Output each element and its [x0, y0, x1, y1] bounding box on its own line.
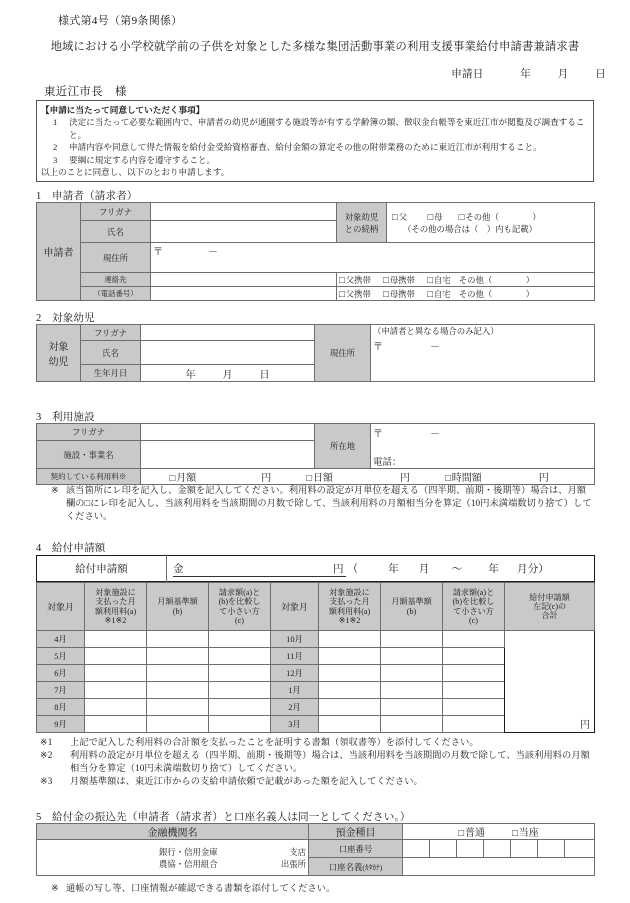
col-header-total	[505, 583, 595, 631]
monthly-breakdown-table	[36, 582, 595, 733]
applicant-address-label: 現住所	[81, 243, 151, 273]
period-year-1: 年	[388, 564, 399, 575]
section-1-heading	[36, 188, 138, 203]
table-row	[37, 273, 595, 287]
account-holder-label-text: 口座名義	[328, 862, 363, 872]
account-digit-cell[interactable]	[430, 840, 457, 858]
col-header-base-amount-left	[147, 583, 209, 631]
month-label-right: 12月	[271, 665, 319, 682]
bank-account-table	[36, 823, 595, 876]
cell-paid-fee[interactable]	[319, 716, 381, 733]
birth-month-unit: 月	[222, 369, 233, 381]
table-row	[37, 243, 595, 273]
section-2-heading	[36, 310, 95, 325]
cell-paid-fee[interactable]	[319, 631, 381, 648]
section-4-notes	[40, 736, 596, 788]
account-digit-cell[interactable]	[457, 840, 484, 858]
note-marker: ※	[51, 883, 59, 893]
form-number: 様式第4号（第9条関係）	[58, 15, 183, 27]
cell-smaller[interactable]	[443, 648, 505, 665]
list-item	[53, 154, 589, 166]
phone-checkbox-mother-mobile[interactable]: □ 母携帯	[383, 274, 415, 286]
account-number-label: 口座番号	[309, 840, 403, 858]
grant-period	[348, 561, 550, 576]
facility-tel-label: 電話：	[373, 458, 402, 468]
phone-checkbox-home[interactable]: □ 自宅	[427, 288, 451, 300]
hdr-line: 月額基準額	[391, 597, 432, 607]
cell-smaller[interactable]	[443, 682, 505, 699]
hdr-line: 対象施設に	[329, 588, 370, 598]
period-year-2: 年	[488, 564, 500, 575]
table-row	[37, 631, 595, 648]
deposit-checkbox-ordinary[interactable]: □ 普通	[458, 824, 485, 839]
period-month-1: 月	[418, 564, 430, 575]
grant-amount-unit: 円	[333, 561, 346, 577]
hdr-line: 月額基準額	[157, 597, 198, 607]
child-row-label-line2: 幼児	[48, 357, 69, 368]
section-3-heading	[36, 409, 95, 424]
relation-label-line1: 対象幼児	[344, 212, 379, 222]
note-row	[40, 749, 596, 775]
phone-other-field[interactable]: その他（ ）	[458, 289, 535, 299]
relation-note: （その他の場合は（ ）内も記載）	[403, 224, 537, 234]
cell-paid-fee[interactable]	[319, 648, 381, 665]
child-address-label: 現住所	[315, 325, 371, 382]
application-date-day: 日	[595, 69, 606, 80]
month-label-left: 9月	[37, 716, 85, 733]
section-1-number: 1	[36, 191, 42, 202]
cell-smaller[interactable]	[443, 665, 505, 682]
cell-paid-fee[interactable]	[85, 699, 147, 716]
section-4-heading	[36, 540, 106, 555]
consent-title: 【申請に当たって同意していただく事項】	[41, 105, 205, 115]
table-row	[37, 325, 595, 341]
document-title: 地域における小学校就学前の子供を対象とした多様な集団活動事業の利用支援事業給付申請書兼請求書	[50, 41, 580, 53]
child-furigana-label: フリガナ	[81, 325, 141, 341]
application-date-label: 申請日	[451, 69, 484, 80]
period-month-end: 月分）	[517, 564, 550, 575]
cell-smaller[interactable]	[209, 665, 271, 682]
cell-base-amount[interactable]	[381, 716, 443, 733]
child-address-input[interactable]	[371, 325, 595, 382]
note-marker: ※	[51, 485, 59, 495]
postal-mark-icon: 〒	[373, 429, 383, 440]
hdr-line: 支払った月	[95, 597, 136, 607]
relation-label	[337, 203, 387, 243]
month-label-left: 5月	[37, 648, 85, 665]
branch-line1: 支店	[289, 847, 306, 857]
hdr-line: て小さい方	[453, 606, 494, 616]
hdr-line: (c)	[235, 615, 244, 625]
applicant-phone-input-2[interactable]	[151, 287, 337, 301]
branch-line2: 出張所	[280, 859, 306, 869]
account-holder-input[interactable]	[403, 858, 595, 876]
note-row	[44, 882, 594, 895]
cell-base-amount[interactable]	[381, 631, 443, 648]
cell-paid-fee[interactable]	[85, 682, 147, 699]
table-row	[37, 840, 595, 858]
relation-checkbox-row	[389, 211, 592, 223]
addressee-honorific: 様	[115, 86, 127, 98]
section-5-number: 5	[36, 812, 42, 823]
section-4-number: 4	[36, 543, 42, 554]
facility-location-label: 所在地	[315, 424, 371, 469]
cell-smaller[interactable]	[443, 716, 505, 733]
table-row	[37, 824, 595, 840]
bank-name-input[interactable]	[37, 840, 309, 876]
addressee-name: 東近江市長	[44, 86, 103, 98]
list-item	[53, 116, 589, 141]
postal-mark-icon: 〒	[373, 342, 383, 353]
hdr-line: て小さい方	[219, 606, 260, 616]
cell-base-amount[interactable]	[381, 682, 443, 699]
target-child-table	[36, 324, 595, 382]
period-tilde: ～	[451, 564, 463, 575]
cell-paid-fee[interactable]	[85, 631, 147, 648]
postal-dash: －	[208, 247, 218, 258]
note-text: 通帳の写し等、口座情報が確認できる書類を添付してください。	[66, 883, 336, 893]
cell-smaller[interactable]	[209, 716, 271, 733]
note-marker: ※3	[40, 776, 53, 787]
month-label-left: 7月	[37, 682, 85, 699]
postal-dash: －	[430, 342, 440, 353]
hdr-line: 支払った月	[329, 597, 370, 607]
note-text: 月額基準額は、東近江市からの支給申請依頼で記載があった額を記入してください。	[70, 776, 423, 787]
grant-amount-table	[36, 555, 595, 582]
consent-item-number: 2	[53, 142, 58, 153]
cell-base-amount[interactable]	[147, 699, 209, 716]
hdr-line: (b)を比較し	[452, 597, 495, 607]
hdr-line: 左記(c)の	[532, 601, 567, 611]
account-holder-label	[309, 858, 403, 876]
col-header-target-month-left: 対象月	[37, 583, 85, 631]
facility-furigana-label: フリガナ	[37, 424, 141, 441]
cell-base-amount[interactable]	[147, 631, 209, 648]
table-row	[37, 203, 595, 221]
account-digit-cell[interactable]	[403, 840, 430, 858]
addressee-line	[44, 83, 127, 99]
birth-day-unit: 日	[259, 369, 270, 381]
grant-amount-label: 給付申請額	[37, 556, 167, 582]
bank-type-row-1	[39, 846, 306, 858]
section-3-note	[44, 484, 594, 523]
bank-type-line2: 農協・信用組合	[159, 859, 218, 869]
phone-checkbox-father-mobile[interactable]: □ 父携帯	[339, 274, 371, 286]
application-date-month: 月	[557, 69, 569, 80]
section-5-heading	[36, 809, 411, 824]
month-label-left: 8月	[37, 699, 85, 716]
applicant-row-label: 申請者	[37, 203, 81, 301]
section-2-title: 対象幼児	[52, 313, 95, 324]
consent-box	[36, 100, 594, 182]
cell-base-amount[interactable]	[147, 665, 209, 682]
child-furigana-input[interactable]	[141, 325, 315, 341]
note-marker: ※1	[40, 737, 53, 747]
grant-amount-line	[169, 561, 596, 577]
child-row-label-line1: 対象	[48, 342, 69, 353]
cell-smaller[interactable]	[443, 631, 505, 648]
cell-paid-fee[interactable]	[85, 716, 147, 733]
relation-checkbox-mother[interactable]: □ 母	[427, 211, 442, 223]
note-row	[40, 736, 596, 749]
phone-checkbox-father-mobile[interactable]: □ 父携帯	[339, 288, 371, 300]
note-text: 上記で記入した利用料の合計額を支払ったことを証明する書類（領収書等）を添付してください。	[70, 737, 479, 747]
applicant-contact-label: 連絡先	[81, 273, 151, 287]
hdr-line: 額利用料(a)	[328, 606, 371, 616]
hdr-line: 合計	[541, 611, 558, 621]
hdr-line: ※1※2	[338, 615, 361, 625]
hdr-line: (b)を比較し	[218, 597, 261, 607]
col-header-target-month-right: 対象月	[271, 583, 319, 631]
fee-unit-daily: 円	[400, 473, 410, 484]
grant-amount-value-cell[interactable]	[167, 556, 595, 582]
applicant-name-label: 氏名	[81, 221, 151, 243]
applicant-name-input[interactable]	[151, 221, 337, 243]
cell-paid-fee[interactable]	[319, 699, 381, 716]
facility-name-input[interactable]	[141, 441, 315, 469]
consent-item-text: 要綱に規定する内容を遵守すること。	[69, 154, 216, 165]
note-row	[44, 484, 594, 523]
fee-checkbox-monthly[interactable]: □ 月額	[170, 469, 197, 484]
section-2-number: 2	[36, 313, 42, 324]
fee-unit-monthly: 円	[261, 473, 272, 484]
col-header-smaller-right	[443, 583, 505, 631]
account-digit-cell[interactable]	[484, 840, 511, 858]
bank-name-label: 金融機関名	[37, 824, 309, 840]
phone-checkbox-mother-mobile[interactable]: □ 母携帯	[383, 288, 415, 300]
phone-type-row-2	[337, 287, 595, 301]
bank-type-row-2	[39, 858, 306, 870]
month-label-right: 3月	[271, 716, 319, 733]
cell-base-amount[interactable]	[147, 648, 209, 665]
col-header-paid-fee-right	[319, 583, 381, 631]
applicant-phone-input-1[interactable]	[151, 273, 337, 287]
cell-smaller[interactable]	[209, 631, 271, 648]
applicant-contact-sub-label: （電話番号）	[81, 287, 151, 301]
bank-type-line1: 銀行・信用金庫	[159, 847, 218, 857]
consent-item-text: 申請内容や同意して得た情報を給付金受給資格審査、給付金額の算定その他の附帯業務のために東近江市が利用すること。	[69, 142, 542, 153]
col-header-paid-fee-left	[85, 583, 147, 631]
month-label-left: 4月	[37, 631, 85, 648]
hdr-line: (b)	[172, 606, 183, 616]
table-row	[37, 556, 595, 582]
facility-table	[36, 423, 595, 485]
consent-item-text: 決定に当たって必要な範囲内で、申請者の幼児が通園する施設等が有する学齢簿の類、徴収金台帳等を東近江市が閲覧及び調査すること。	[69, 117, 585, 140]
child-name-input[interactable]	[141, 341, 315, 365]
month-label-right: 2月	[271, 699, 319, 716]
cell-smaller[interactable]	[209, 699, 271, 716]
cell-smaller[interactable]	[443, 699, 505, 716]
hdr-line: 対象施設に	[95, 588, 136, 598]
cell-paid-fee[interactable]	[319, 682, 381, 699]
hdr-line: 請求額(a)と	[452, 588, 495, 598]
table-row	[37, 424, 595, 441]
hdr-line: ※1※2	[104, 615, 127, 625]
applicant-furigana-input[interactable]	[151, 203, 337, 221]
child-address-note: （申請者と異なる場合のみ記入）	[373, 327, 499, 336]
table-row	[37, 469, 595, 485]
applicant-furigana-label: フリガナ	[81, 203, 151, 221]
relation-options-cell	[387, 203, 595, 243]
facility-location-input[interactable]	[371, 424, 595, 469]
total-unit: 円	[580, 720, 590, 731]
cell-grant-total[interactable]	[505, 631, 595, 733]
facility-postal-row	[373, 425, 592, 440]
hdr-line: 額利用料(a)	[94, 606, 137, 616]
fee-checkbox-daily[interactable]: □ 日額	[306, 469, 333, 484]
account-digit-cell[interactable]	[511, 840, 538, 858]
account-holder-kana: (ｶﾀｶﾅ)	[362, 862, 383, 872]
fee-unit-hourly: 円	[538, 473, 549, 484]
cell-paid-fee[interactable]	[319, 665, 381, 682]
cell-base-amount[interactable]	[381, 648, 443, 665]
relation-label-line2: との続柄	[344, 224, 379, 234]
table-row	[37, 287, 595, 301]
table-row	[37, 583, 595, 631]
application-date-year: 年	[520, 69, 531, 80]
child-row-label	[37, 325, 81, 382]
child-birth-label: 生年月日	[81, 365, 141, 382]
list-item	[53, 141, 589, 153]
hdr-line: (c)	[469, 615, 478, 625]
note-text: 利用料の設定が月単位を超える（四半期、前期・後期等）場合は、当該利用料を当該期間の月数で除して、当該利用料の月額相当分を算定（10円未満端数切り捨て）してください。	[70, 750, 590, 774]
relation-checkbox-other[interactable]: □ その他（ ）	[459, 211, 541, 223]
applicant-table	[36, 202, 595, 301]
deposit-checkbox-current[interactable]: □ 当座	[512, 824, 539, 839]
note-marker: ※2	[40, 750, 53, 761]
cell-paid-fee[interactable]	[85, 665, 147, 682]
col-header-base-amount-right	[381, 583, 443, 631]
facility-furigana-input[interactable]	[141, 424, 315, 441]
phone-checkbox-home[interactable]: □ 自宅	[427, 274, 451, 286]
deposit-type-options	[403, 824, 595, 840]
cell-base-amount[interactable]	[147, 716, 209, 733]
child-name-label: 氏名	[81, 341, 141, 365]
cell-paid-fee[interactable]	[85, 648, 147, 665]
account-digit-cell[interactable]	[565, 840, 595, 858]
hdr-line: (b)	[406, 606, 417, 616]
period-open-paren: （	[347, 564, 359, 575]
phone-type-row-1	[337, 273, 595, 287]
fee-checkbox-hourly[interactable]: □ 時間額	[445, 469, 482, 484]
relation-checkbox-father[interactable]: □ 父	[392, 211, 407, 223]
application-date-line	[451, 66, 606, 81]
cell-base-amount[interactable]	[147, 682, 209, 699]
grant-amount-kin: 金	[173, 561, 333, 577]
phone-other-field[interactable]: その他（ ）	[458, 275, 535, 285]
month-label-right: 10月	[271, 631, 319, 648]
facility-fee-label: 契約している利用料※	[37, 469, 141, 485]
child-birth-input[interactable]	[141, 365, 315, 382]
note-row	[40, 775, 596, 788]
section-3-title: 利用施設	[52, 412, 95, 423]
cell-smaller[interactable]	[209, 682, 271, 699]
consent-item-number: 3	[53, 154, 58, 165]
cell-base-amount[interactable]	[381, 665, 443, 682]
consent-list	[41, 116, 589, 166]
cell-base-amount[interactable]	[381, 699, 443, 716]
birth-year-unit: 年	[185, 369, 196, 381]
section-1-title: 申請者（請求者）	[52, 191, 138, 202]
section-3-number: 3	[36, 412, 42, 423]
col-header-smaller-left	[209, 583, 271, 631]
hdr-line: 請求額(a)と	[218, 588, 261, 598]
cell-smaller[interactable]	[209, 648, 271, 665]
section-4-title: 給付申請額	[52, 543, 106, 554]
note-text: 該当箇所にレ印を記入し、金額を記入してください。利用料の設定が月単位を超える（四半期、前期・後期等）場合は、月額欄の□にレ印を記入し、当該利用料を当該期間の月数で除して、当該利用料の月額相当分を算定（10円未満端数切り捨て）してください。	[66, 485, 592, 522]
facility-name-label: 施設・事業名	[37, 441, 141, 469]
section-5-title: 給付金の振込先（申請者（請求者）と口座名義人は同一としてください。）	[52, 812, 411, 823]
applicant-address-input[interactable]	[151, 243, 595, 273]
month-label-left: 6月	[37, 665, 85, 682]
deposit-type-label: 預金種目	[309, 824, 403, 840]
facility-fee-options	[141, 469, 595, 485]
postal-mark-icon: 〒	[153, 247, 163, 258]
month-label-right: 1月	[271, 682, 319, 699]
hdr-line: 給付申請額	[529, 592, 570, 602]
section-5-note	[44, 882, 594, 895]
postal-dash: －	[430, 429, 440, 440]
consent-footer: 以上のことに同意し、以下のとおり申請します。	[41, 167, 230, 178]
account-digit-cell[interactable]	[538, 840, 565, 858]
consent-item-number: 1	[53, 117, 58, 128]
month-label-right: 11月	[271, 648, 319, 665]
child-postal-row	[373, 338, 592, 353]
